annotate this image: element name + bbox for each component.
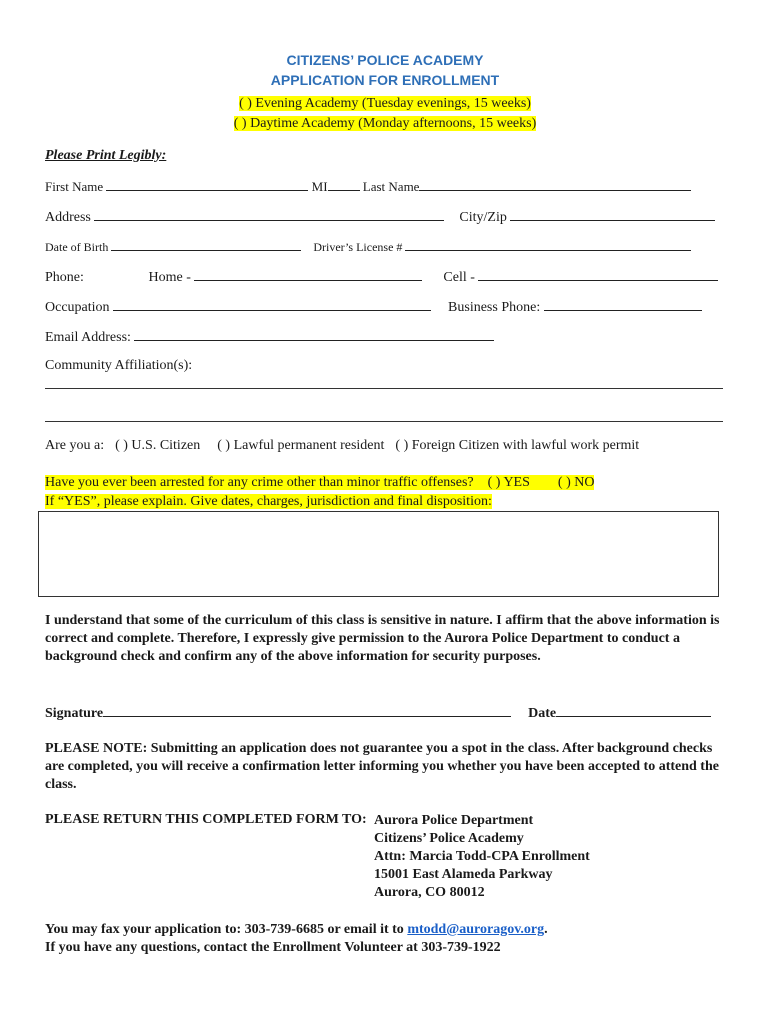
signature-row xyxy=(45,704,711,722)
community-line-1[interactable] xyxy=(45,388,723,389)
cell-phone-label: Cell - xyxy=(443,270,475,285)
are-you-label: Are you a: xyxy=(45,438,105,453)
date-label: Date xyxy=(528,706,557,721)
arrest-question-text: Have you ever been arrested for any crime other than minor traffic offenses? xyxy=(45,475,474,490)
mi-label: MI xyxy=(311,179,328,194)
return-line-5: Aurora, CO 80012 xyxy=(374,885,485,900)
occupation-label: Occupation xyxy=(45,300,110,315)
no-option[interactable]: ( ) NO xyxy=(557,475,595,490)
fax-text: You may fax your application to: 303-739-6685 or email it to xyxy=(45,922,408,937)
explain-instructions: If “YES”, please explain. Give dates, charges, jurisdiction and final disposition: xyxy=(45,494,492,509)
email-row xyxy=(45,328,494,346)
explain-row xyxy=(45,494,492,510)
return-line-3: Attn: Marcia Todd-CPA Enrollment xyxy=(374,849,590,864)
address-field[interactable] xyxy=(94,208,444,221)
explanation-textarea[interactable] xyxy=(38,511,719,597)
occupation-row xyxy=(45,298,702,316)
form-title: CITIZENS’ POLICE ACADEMY xyxy=(286,52,484,68)
option-daytime[interactable]: ( ) Daytime Academy (Monday afternoons, 15 weeks) xyxy=(233,116,537,131)
phone-row xyxy=(45,268,718,286)
address-label: Address xyxy=(45,210,91,225)
name-row xyxy=(45,178,691,195)
email-label: Email Address: xyxy=(45,330,131,345)
business-phone-label: Business Phone: xyxy=(448,300,541,315)
option-evening-row xyxy=(0,96,770,112)
last-name-label: Last Name xyxy=(362,179,420,194)
questions-text: If you have any questions, contact the Enrollment Volunteer at 303-739-1922 xyxy=(45,940,501,955)
permanent-resident-option[interactable]: ( ) Lawful permanent resident xyxy=(217,438,385,453)
dob-row xyxy=(45,238,691,255)
arrest-question xyxy=(45,475,594,490)
last-name-field[interactable] xyxy=(419,178,691,191)
dob-label: Date of Birth xyxy=(45,240,109,254)
occupation-field[interactable] xyxy=(113,298,431,311)
return-address xyxy=(374,812,590,902)
citizenship-row xyxy=(45,438,639,454)
business-phone-field[interactable] xyxy=(544,298,702,311)
license-label: Driver’s License # xyxy=(313,240,403,254)
community-line-2[interactable] xyxy=(45,421,723,422)
affirmation-text: I understand that some of the curriculum of this class is sensitive in nature. I affirm that the above information is correct and complete. Therefore, I expressly give permission to the Aurora Police Department to conduct a background check and confirm any of the above information for security purposes. xyxy=(45,613,720,664)
date-field[interactable] xyxy=(556,704,711,717)
fax-period: . xyxy=(544,922,548,937)
us-citizen-option[interactable]: ( ) U.S. Citizen xyxy=(115,438,201,453)
mi-field[interactable] xyxy=(328,178,360,191)
yes-option[interactable]: ( ) YES xyxy=(487,475,530,490)
community-label: Community Affiliation(s): xyxy=(45,358,193,373)
dob-field[interactable] xyxy=(111,238,301,251)
address-row xyxy=(45,208,715,226)
return-line-1: Aurora Police Department xyxy=(374,813,534,828)
print-legibly-note: Please Print Legibly: xyxy=(45,148,167,163)
home-phone-label: Home - xyxy=(148,270,191,285)
fax-row xyxy=(45,922,548,938)
form-subtitle: APPLICATION FOR ENROLLMENT xyxy=(270,72,500,88)
home-phone-field[interactable] xyxy=(194,268,422,281)
option-evening[interactable]: ( ) Evening Academy (Tuesday evenings, 15 weeks) xyxy=(239,96,531,111)
arrest-row xyxy=(45,475,594,491)
city-zip-field[interactable] xyxy=(510,208,715,221)
email-link[interactable]: mtodd@auroragov.org xyxy=(407,922,545,937)
signature-field[interactable] xyxy=(103,704,511,717)
return-line-2: Citizens’ Police Academy xyxy=(374,831,524,846)
first-name-label: First Name xyxy=(45,179,104,194)
email-field[interactable] xyxy=(134,328,494,341)
city-zip-label: City/Zip xyxy=(459,210,507,225)
phone-label: Phone: xyxy=(45,270,84,285)
return-label: PLEASE RETURN THIS COMPLETED FORM TO: xyxy=(45,812,367,827)
signature-label: Signature xyxy=(45,706,104,721)
license-field[interactable] xyxy=(405,238,691,251)
option-daytime-row xyxy=(0,116,770,132)
foreign-citizen-option[interactable]: ( ) Foreign Citizen with lawful work permit xyxy=(395,438,640,453)
first-name-field[interactable] xyxy=(106,178,308,191)
return-line-4: 15001 East Alameda Parkway xyxy=(374,867,553,882)
cell-phone-field[interactable] xyxy=(478,268,718,281)
please-note-text: PLEASE NOTE: Submitting an application does not guarantee you a spot in the class. After background checks are completed, you will receive a confirmation letter informing you whether you have been accepted to attend the class. xyxy=(45,741,719,792)
